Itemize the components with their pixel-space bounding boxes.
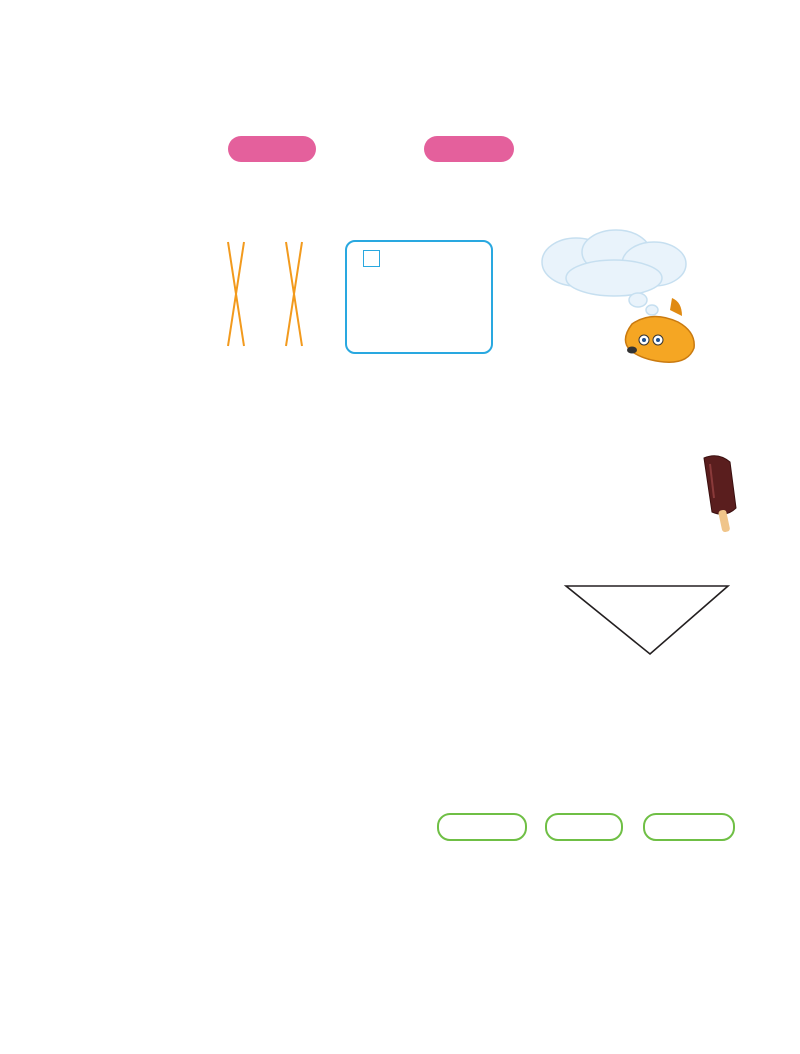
hive-label (643, 813, 735, 841)
hive-label (437, 813, 527, 841)
qr-code-icon (632, 864, 730, 960)
footer-decoration (0, 955, 140, 1025)
difficulty-stairs-icon (54, 888, 98, 928)
hive-label (545, 813, 623, 841)
